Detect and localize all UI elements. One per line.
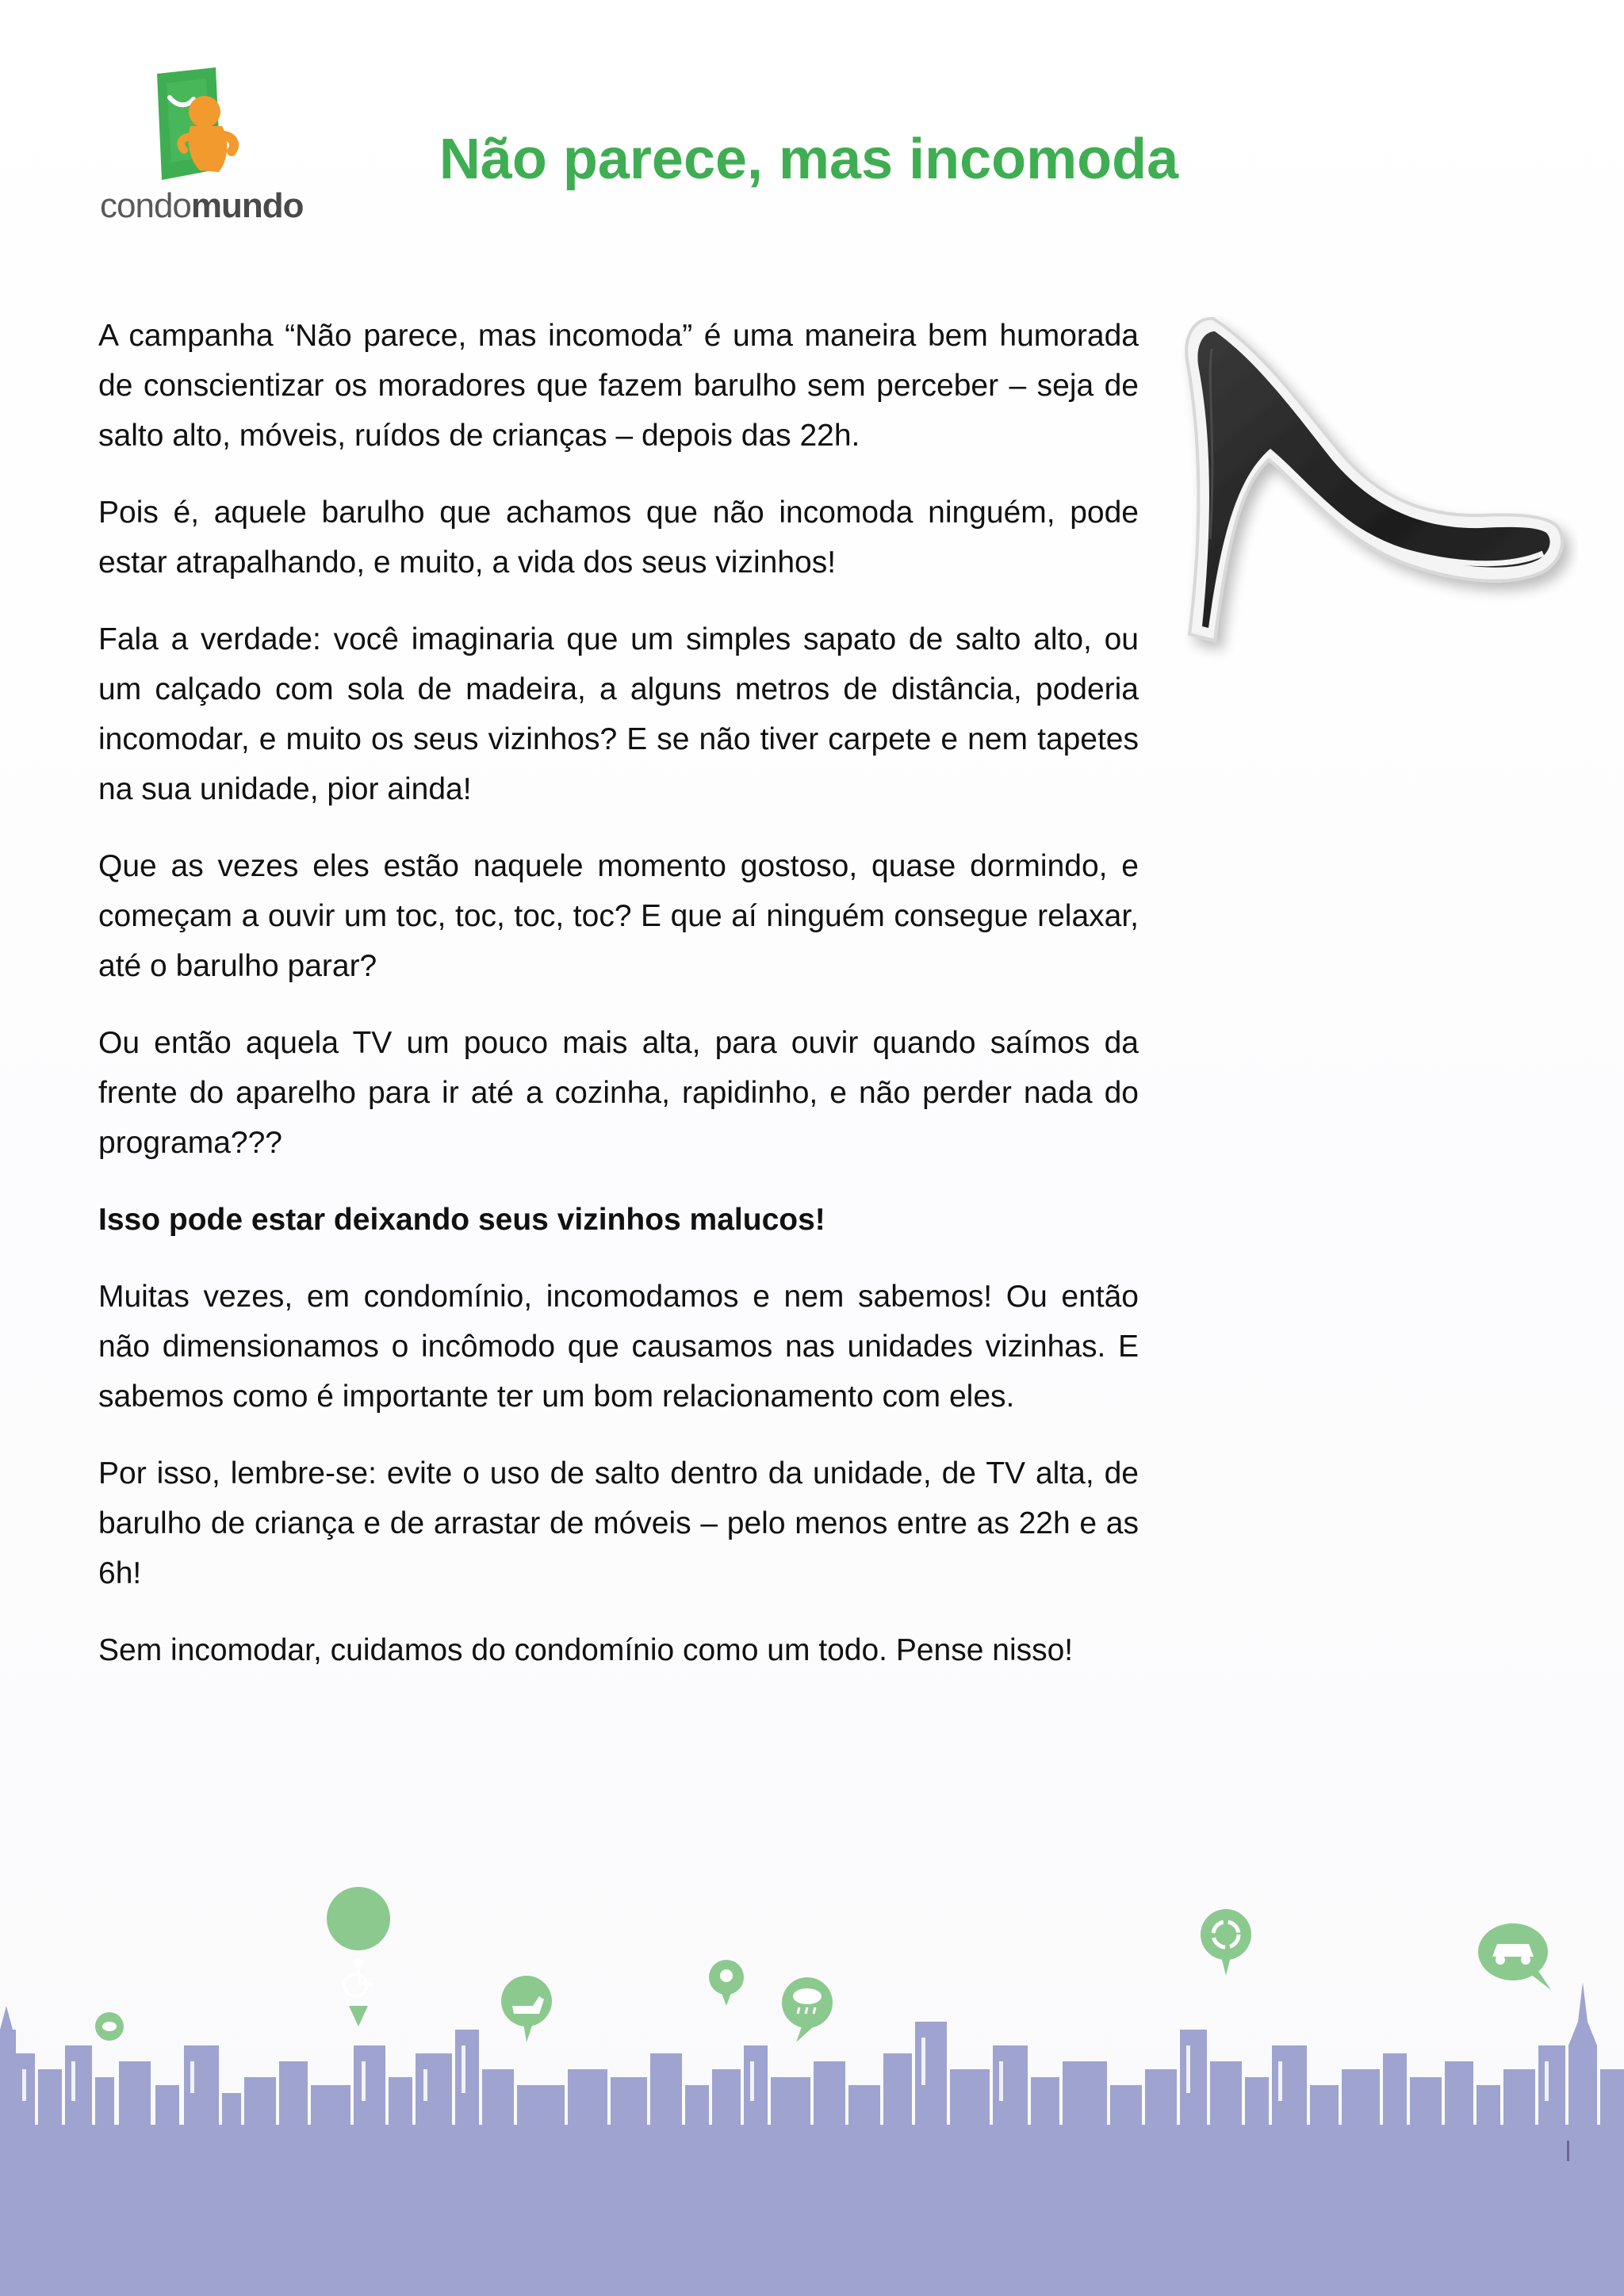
skyline-buildings bbox=[0, 1982, 1624, 2296]
paragraph: Fala a verdade: você imaginaria que um simples sapato de salto alto, ou um calçado com sola de madeira, a alguns metros de distância, poderia incomodar, e muito os seus vizinhos? E se não tiver carpete e nem tapetes na sua unidade, pior ainda! bbox=[98, 622, 1139, 806]
wheelchair-icon bbox=[327, 1887, 390, 2026]
lightbulb-icon bbox=[709, 1960, 744, 2006]
paragraph: Sem incomodar, cuidamos do condomínio como um todo. Pense nisso! bbox=[98, 1633, 1074, 1667]
condomundo-logo bbox=[95, 67, 304, 234]
rain-cloud-icon bbox=[782, 1977, 833, 2042]
page-title: Não parece, mas incomoda bbox=[439, 128, 1179, 191]
logo-word-suffix: mundo bbox=[190, 186, 304, 225]
condomundo-logo-mark-icon bbox=[143, 67, 246, 186]
article-body bbox=[98, 311, 1139, 1702]
paragraph: Por isso, lembre-se: evite o uso de salto dentro da unidade, de TV alta, de barulho de criança e de arrastar de móveis – pelo menos entre as 22h e as 6h! bbox=[98, 1456, 1139, 1590]
paragraph: Pois é, aquele barulho que achamos que não incomoda ninguém, pode estar atrapalhando, e muito, a vida dos seus vizinhos! bbox=[98, 496, 1139, 580]
skyline-pins bbox=[95, 1887, 1551, 2042]
recycle-icon bbox=[1201, 1909, 1251, 1976]
logo-word-prefix: condo bbox=[100, 186, 191, 225]
high-heel-shoe-icon bbox=[1166, 301, 1578, 682]
paragraph: A campanha “Não parece, mas incomoda” é uma maneira bem humorada de conscientizar os moradores que fazem barulho sem perceber – seja de salto alto, móveis, ruídos de crianças – depois das 22h. bbox=[98, 319, 1139, 453]
condomundo-wordmark bbox=[100, 186, 304, 226]
dog-icon bbox=[501, 1976, 552, 2042]
paragraph: Muitas vezes, em condomínio, incomodamos e nem sabemos! Ou então não dimensionamos o incômodo que causamos nas unidades vizinhas. E sabemos como é importante ter um bom relacionamento com eles. bbox=[98, 1280, 1139, 1414]
paragraph: Que as vezes eles estão naquele momento gostoso, quase dormindo, e começam a ouvir um toc, toc, toc, toc? E que aí ninguém consegue relaxar, até o barulho parar? bbox=[98, 849, 1139, 983]
city-skyline-footer bbox=[0, 1887, 1624, 2296]
car-icon bbox=[1478, 1923, 1551, 1990]
paragraph: Ou então aquela TV um pouco mais alta, para ouvir quando saímos da frente do aparelho para ir até a cozinha, rapidinho, e não perder nada do programa??? bbox=[98, 1026, 1139, 1160]
chat-icon bbox=[95, 2012, 124, 2041]
page-number-mark bbox=[1567, 2141, 1569, 2161]
emphasis-paragraph: Isso pode estar deixando seus vizinhos malucos! bbox=[98, 1203, 825, 1237]
